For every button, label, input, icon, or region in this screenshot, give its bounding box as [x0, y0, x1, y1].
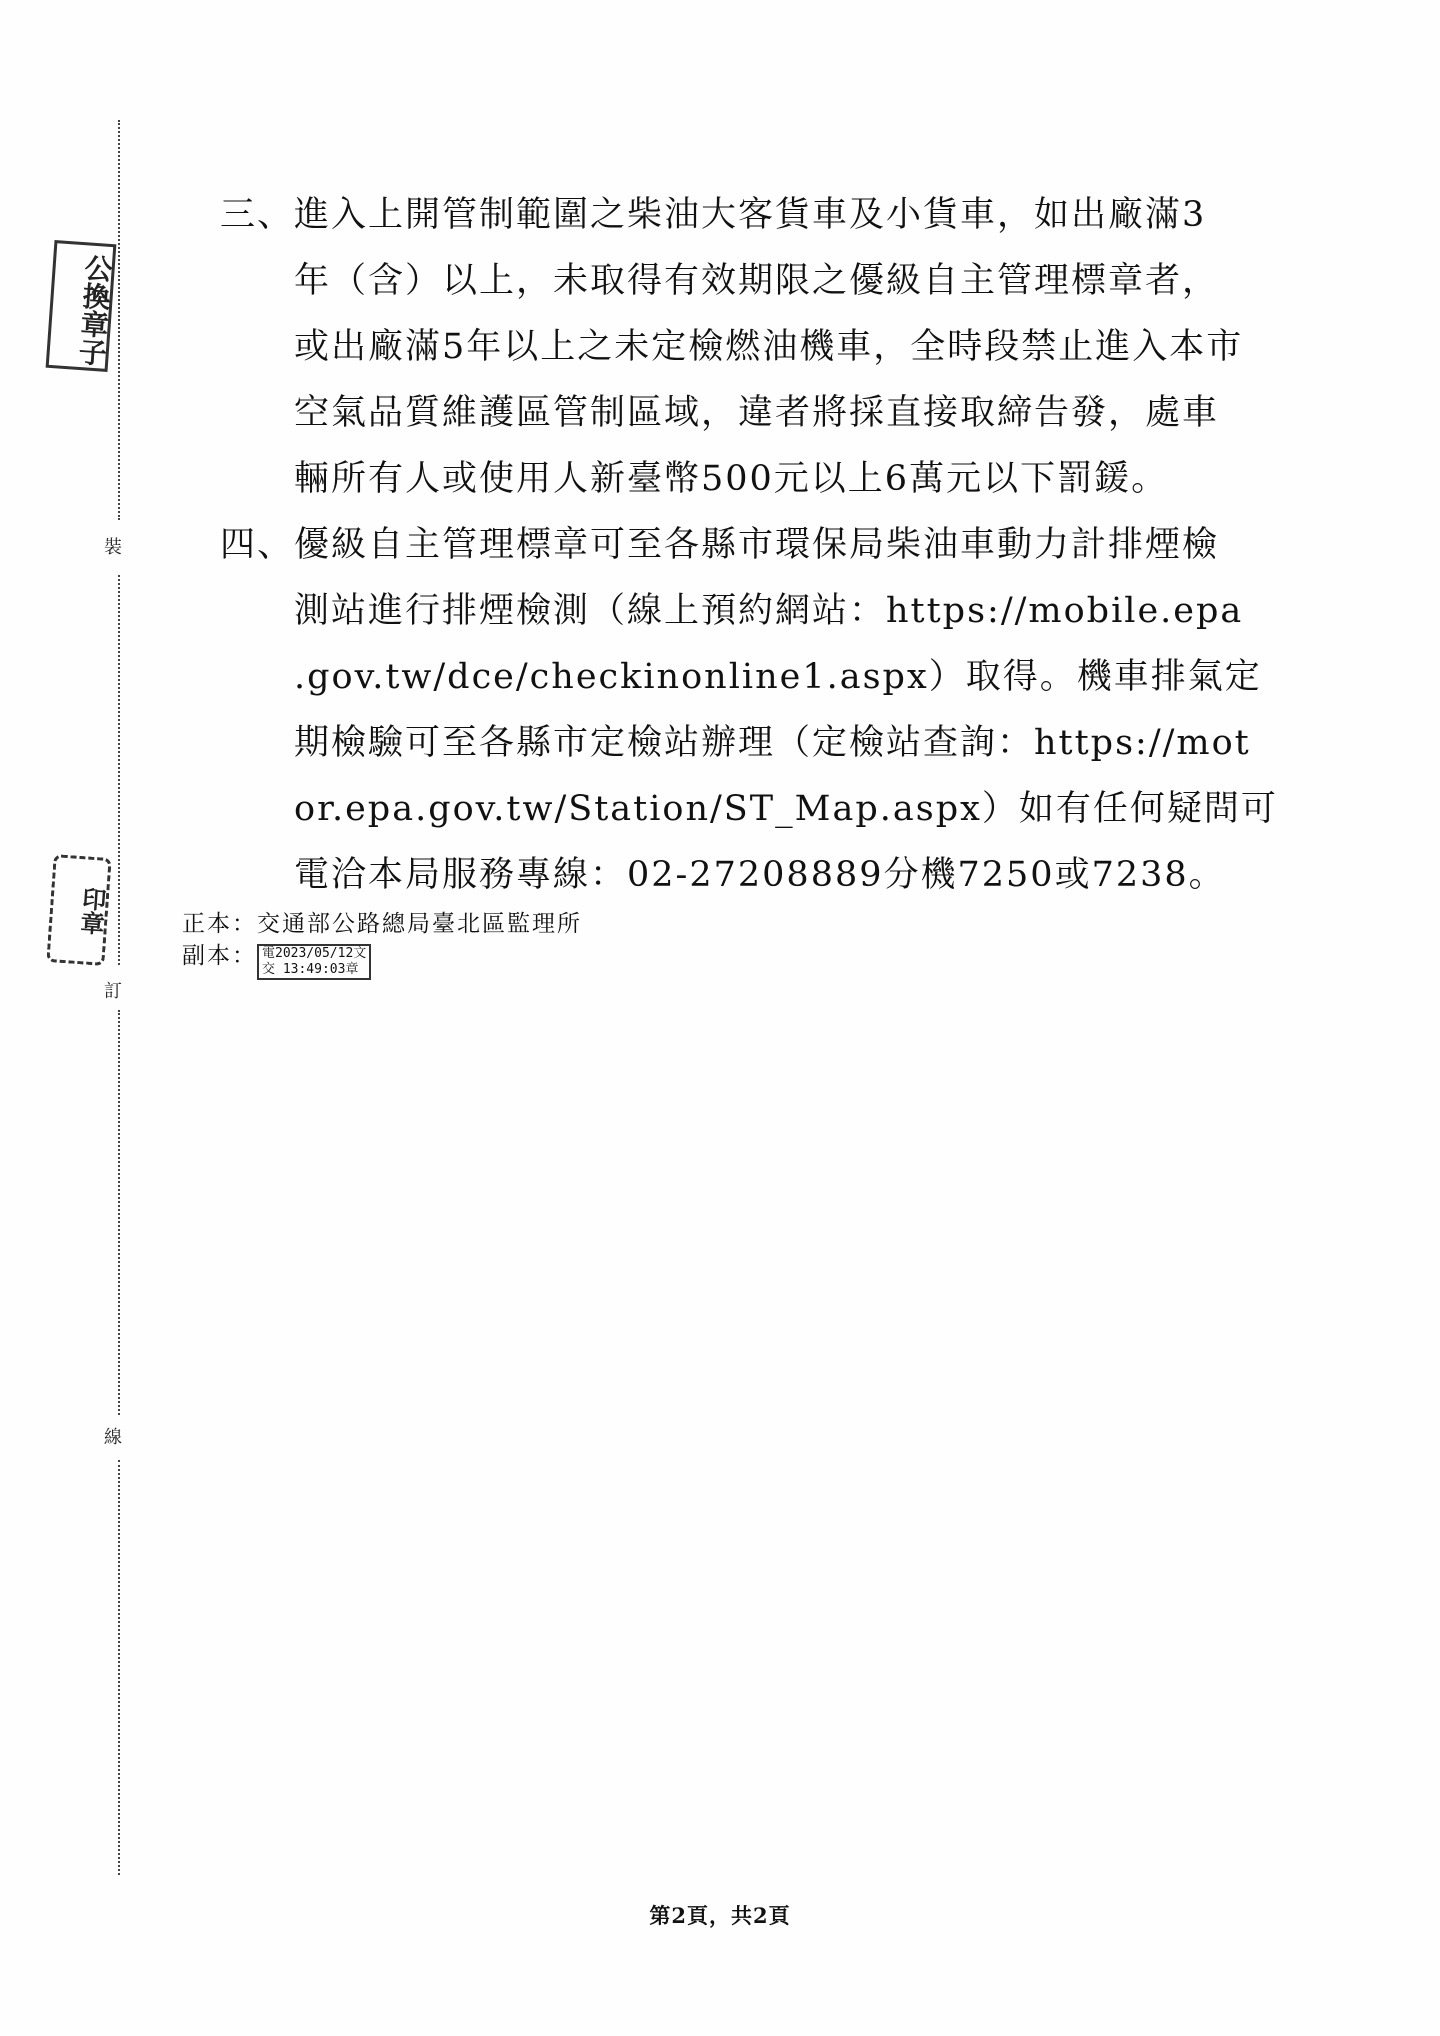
clause-number: 四、: [220, 525, 295, 565]
seam-seal-stamp-2: 印章: [46, 854, 111, 966]
clause-line: 年（含）以上，未取得有效期限之優級自主管理標章者，: [294, 261, 1220, 301]
distribution-list: [182, 908, 582, 980]
clause-line: 輛所有人或使用人新臺幣500元以上6萬元以下罰鍰。: [294, 459, 1169, 499]
clause-line: 期檢驗可至各縣市定檢站辦理（定檢站查詢：https://mot: [294, 723, 1251, 763]
binding-dotted-line: [118, 1010, 120, 1415]
clause-line: or.epa.gov.tw/Station/ST_Map.aspx）如有任何疑問可: [294, 789, 1278, 829]
clause-line: 測站進行排煙檢測（線上預約網站：https://mobile.epa: [294, 591, 1244, 631]
original-label: 正本：: [182, 911, 257, 937]
exchange-timestamp-stamp: [257, 944, 371, 980]
clause-line: 或出廠滿5年以上之未定檢燃油機車，全時段禁止進入本市: [294, 327, 1244, 367]
clause-line: 電洽本局服務專線：02-27208889分機7250或7238。: [294, 855, 1226, 895]
stamp-line: 交 13:49:03章: [262, 962, 359, 977]
binding-label-ding: 訂: [104, 981, 122, 1002]
clause-item-3: [220, 182, 1260, 512]
stamp-line: 電2023/05/12文: [262, 946, 367, 961]
binding-dotted-line: [118, 120, 120, 520]
clause-item-4: [220, 512, 1278, 908]
document-body: [220, 182, 1278, 908]
clause-line: 優級自主管理標章可至各縣市環保局柴油車動力計排煙檢: [294, 525, 1220, 565]
copy-label: 副本：: [182, 943, 257, 969]
seam-seal-stamp: 公換章子: [46, 240, 117, 372]
clause-line: 進入上開管制範圍之柴油大客貨車及小貨車，如出廠滿3: [294, 195, 1207, 235]
binding-label-xian: 線: [104, 1427, 122, 1448]
original-value: 交通部公路總局臺北區監理所: [257, 911, 582, 937]
binding-dotted-line: [118, 1460, 120, 1875]
page-number: 第2頁，共2頁: [649, 1903, 791, 1928]
binding-dotted-line: [118, 575, 120, 965]
clause-line: .gov.tw/dce/checkinonline1.aspx）取得。機車排氣定: [294, 657, 1262, 697]
clause-line: 空氣品質維護區管制區域，違者將採直接取締告發，處車: [294, 393, 1220, 433]
copy-recipient: [182, 940, 582, 980]
binding-label-zhuang: 裝: [104, 537, 122, 558]
clause-number: 三、: [220, 195, 295, 235]
original-recipient: [182, 908, 582, 940]
